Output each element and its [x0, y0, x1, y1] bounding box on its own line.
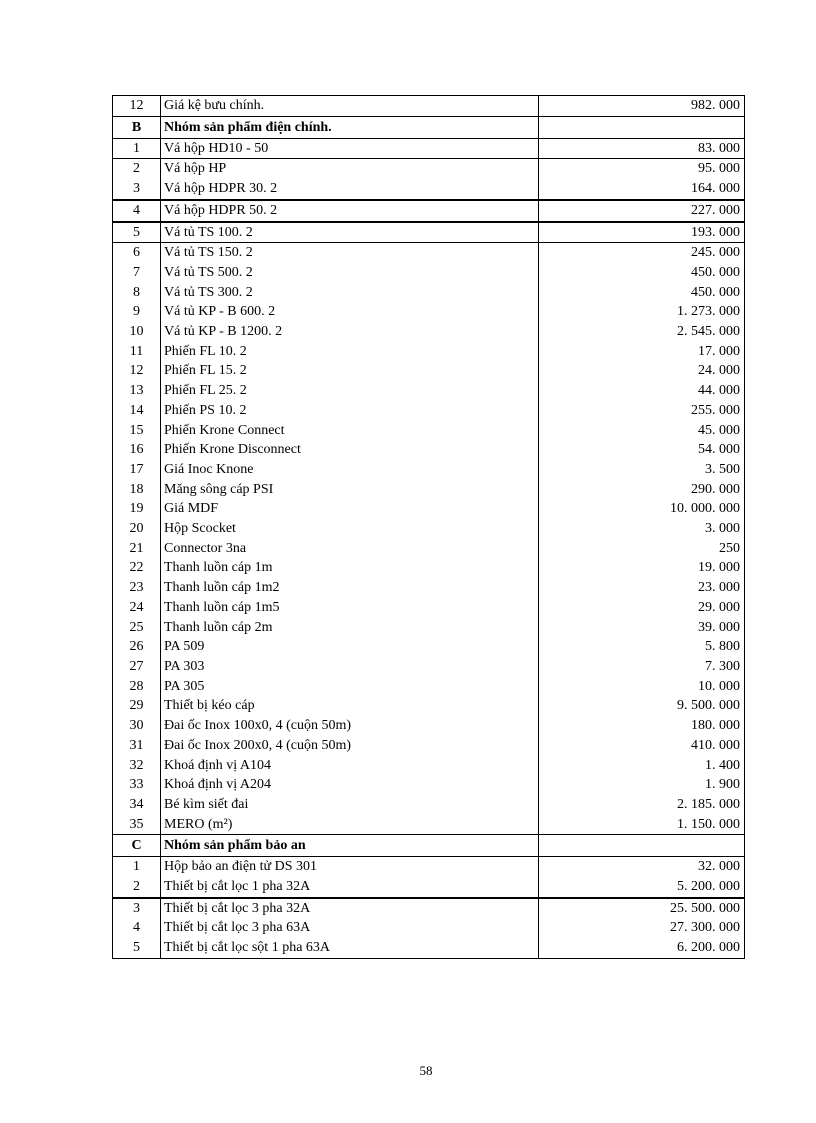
table-row: [113, 302, 745, 322]
item-price: 245. 000: [539, 243, 745, 263]
price-table-body: [113, 96, 745, 959]
table-row: [113, 401, 745, 421]
item-number: 32: [113, 756, 161, 776]
item-price: 2. 185. 000: [539, 795, 745, 815]
table-row: [113, 361, 745, 381]
table-row: [113, 200, 745, 222]
item-price: 1. 150. 000: [539, 815, 745, 835]
table-row: [113, 795, 745, 815]
group-title: Nhóm sản phẩm bảo an: [161, 835, 539, 857]
table-row: [113, 716, 745, 736]
item-number: 4: [113, 200, 161, 222]
item-number: 23: [113, 578, 161, 598]
table-row: [113, 696, 745, 716]
item-price: 1. 900: [539, 775, 745, 795]
table-row: [113, 677, 745, 697]
item-price: 39. 000: [539, 618, 745, 638]
item-price: [539, 835, 745, 857]
page-number: 58: [419, 1063, 433, 1078]
table-row: [113, 138, 745, 159]
item-number: 28: [113, 677, 161, 697]
table-row: [113, 815, 745, 835]
item-name: Đai ốc Inox 200x0, 4 (cuộn 50m): [161, 736, 539, 756]
item-number: 12: [113, 361, 161, 381]
item-number: 17: [113, 460, 161, 480]
table-row: [113, 598, 745, 618]
table-row: [113, 440, 745, 460]
item-name: MERO (m²): [161, 815, 539, 835]
table-row: [113, 283, 745, 303]
item-price: 44. 000: [539, 381, 745, 401]
item-number: 22: [113, 558, 161, 578]
item-price: 32. 000: [539, 857, 745, 877]
item-number: 1: [113, 857, 161, 877]
item-price: 6. 200. 000: [539, 938, 745, 958]
table-row: [113, 381, 745, 401]
table-row: [113, 938, 745, 958]
item-name: PA 509: [161, 637, 539, 657]
item-price: 24. 000: [539, 361, 745, 381]
item-name: Vá tủ TS 100. 2: [161, 222, 539, 243]
item-number: 34: [113, 795, 161, 815]
item-price: 2. 545. 000: [539, 322, 745, 342]
item-price: 450. 000: [539, 283, 745, 303]
item-name: Thanh luồn cáp 1m2: [161, 578, 539, 598]
table-row: [113, 657, 745, 677]
price-table: [112, 95, 745, 959]
item-name: Vá hộp HD10 - 50: [161, 138, 539, 159]
item-name: Phiến Krone Disconnect: [161, 440, 539, 460]
item-name: Thanh luồn cáp 1m5: [161, 598, 539, 618]
item-name: Bé kìm siết đai: [161, 795, 539, 815]
item-number: 31: [113, 736, 161, 756]
table-row: [113, 558, 745, 578]
table-row: [113, 775, 745, 795]
item-name: Phiến PS 10. 2: [161, 401, 539, 421]
item-name: Khoá định vị A104: [161, 756, 539, 776]
item-price: 227. 000: [539, 200, 745, 222]
table-row: [113, 342, 745, 362]
item-name: PA 303: [161, 657, 539, 677]
item-price: 23. 000: [539, 578, 745, 598]
item-name: Thiết bị cắt lọc 1 pha 32A: [161, 877, 539, 898]
item-number: 2: [113, 159, 161, 179]
item-price: 25. 500. 000: [539, 898, 745, 919]
item-name: Phiến Krone Connect: [161, 421, 539, 441]
item-price: 5. 200. 000: [539, 877, 745, 898]
table-row: [113, 322, 745, 342]
item-price: 250: [539, 539, 745, 559]
item-number: 8: [113, 283, 161, 303]
item-price: 193. 000: [539, 222, 745, 243]
item-number: 25: [113, 618, 161, 638]
item-name: Giá MDF: [161, 499, 539, 519]
item-number: 3: [113, 898, 161, 919]
item-name: Hộp bảo an điện tử DS 301: [161, 857, 539, 877]
item-number: 3: [113, 179, 161, 200]
table-row: [113, 243, 745, 263]
table-row: [113, 222, 745, 243]
item-price: 290. 000: [539, 480, 745, 500]
item-number: 10: [113, 322, 161, 342]
table-row: [113, 637, 745, 657]
item-number: 6: [113, 243, 161, 263]
item-name: Phiến FL 25. 2: [161, 381, 539, 401]
table-row: [113, 499, 745, 519]
item-name: Connector 3na: [161, 539, 539, 559]
item-name: Thiết bị kéo cáp: [161, 696, 539, 716]
item-number: 15: [113, 421, 161, 441]
item-price: 1. 273. 000: [539, 302, 745, 322]
table-row: [113, 898, 745, 919]
item-number: 24: [113, 598, 161, 618]
group-header-row: [113, 116, 745, 138]
item-number: 18: [113, 480, 161, 500]
item-number: 9: [113, 302, 161, 322]
item-number: 4: [113, 918, 161, 938]
item-price: 7. 300: [539, 657, 745, 677]
item-name: Phiến FL 10. 2: [161, 342, 539, 362]
item-number: 7: [113, 263, 161, 283]
item-name: Thiết bị cắt lọc sột 1 pha 63A: [161, 938, 539, 958]
item-number: 20: [113, 519, 161, 539]
item-name: Thiết bị cắt lọc 3 pha 63A: [161, 918, 539, 938]
item-number: 33: [113, 775, 161, 795]
item-number: 35: [113, 815, 161, 835]
item-name: Thanh luồn cáp 2m: [161, 618, 539, 638]
item-number: 14: [113, 401, 161, 421]
item-number: 27: [113, 657, 161, 677]
table-row: [113, 877, 745, 898]
table-row: [113, 263, 745, 283]
item-name: Vá tủ TS 150. 2: [161, 243, 539, 263]
item-name: Vá hộp HP: [161, 159, 539, 179]
item-price: 45. 000: [539, 421, 745, 441]
item-price: 1. 400: [539, 756, 745, 776]
item-name: Thiết bị cắt lọc 3 pha 32A: [161, 898, 539, 919]
item-number: 29: [113, 696, 161, 716]
item-number: 13: [113, 381, 161, 401]
group-letter: C: [113, 835, 161, 857]
item-price: 5. 800: [539, 637, 745, 657]
item-number: 21: [113, 539, 161, 559]
item-price: 29. 000: [539, 598, 745, 618]
group-title: Nhóm sản phẩm điện chính.: [161, 116, 539, 138]
table-row: [113, 159, 745, 179]
item-number: 2: [113, 877, 161, 898]
item-price: 19. 000: [539, 558, 745, 578]
item-name: Đai ốc Inox 100x0, 4 (cuộn 50m): [161, 716, 539, 736]
table-row: [113, 460, 745, 480]
item-price: 255. 000: [539, 401, 745, 421]
item-price: [539, 116, 745, 138]
table-row: [113, 96, 745, 117]
item-price: 54. 000: [539, 440, 745, 460]
item-name: Măng sông cáp PSI: [161, 480, 539, 500]
item-price: 83. 000: [539, 138, 745, 159]
table-row: [113, 421, 745, 441]
item-number: 19: [113, 499, 161, 519]
table-row: [113, 480, 745, 500]
item-name: Vá tủ TS 300. 2: [161, 283, 539, 303]
item-name: Vá hộp HDPR 50. 2: [161, 200, 539, 222]
item-price: 9. 500. 000: [539, 696, 745, 716]
item-name: PA 305: [161, 677, 539, 697]
item-number: 5: [113, 222, 161, 243]
item-name: Vá tủ KP - B 600. 2: [161, 302, 539, 322]
item-name: Phiến FL 15. 2: [161, 361, 539, 381]
item-price: 10. 000. 000: [539, 499, 745, 519]
item-number: 11: [113, 342, 161, 362]
item-price: 180. 000: [539, 716, 745, 736]
item-number: 5: [113, 938, 161, 958]
item-price: 27. 300. 000: [539, 918, 745, 938]
item-number: 30: [113, 716, 161, 736]
item-name: Vá hộp HDPR 30. 2: [161, 179, 539, 200]
item-price: 17. 000: [539, 342, 745, 362]
group-header-row: [113, 835, 745, 857]
item-name: Khoá định vị A204: [161, 775, 539, 795]
table-row: [113, 756, 745, 776]
item-name: Vá tủ KP - B 1200. 2: [161, 322, 539, 342]
item-price: 10. 000: [539, 677, 745, 697]
item-price: 164. 000: [539, 179, 745, 200]
table-row: [113, 857, 745, 877]
item-name: Thanh luồn cáp 1m: [161, 558, 539, 578]
table-row: [113, 539, 745, 559]
item-number: 26: [113, 637, 161, 657]
table-row: [113, 578, 745, 598]
item-number: 16: [113, 440, 161, 460]
table-row: [113, 918, 745, 938]
item-price: 3. 000: [539, 519, 745, 539]
item-name: Vá tủ TS 500. 2: [161, 263, 539, 283]
table-row: [113, 179, 745, 200]
item-price: 982. 000: [539, 96, 745, 117]
item-name: Giá kệ bưu chính.: [161, 96, 539, 117]
table-row: [113, 736, 745, 756]
group-letter: B: [113, 116, 161, 138]
item-price: 450. 000: [539, 263, 745, 283]
item-number: 12: [113, 96, 161, 117]
item-number: 1: [113, 138, 161, 159]
item-price: 95. 000: [539, 159, 745, 179]
table-row: [113, 519, 745, 539]
item-price: 3. 500: [539, 460, 745, 480]
item-name: Giá Inoc Knone: [161, 460, 539, 480]
table-row: [113, 618, 745, 638]
item-name: Hộp Scocket: [161, 519, 539, 539]
item-price: 410. 000: [539, 736, 745, 756]
